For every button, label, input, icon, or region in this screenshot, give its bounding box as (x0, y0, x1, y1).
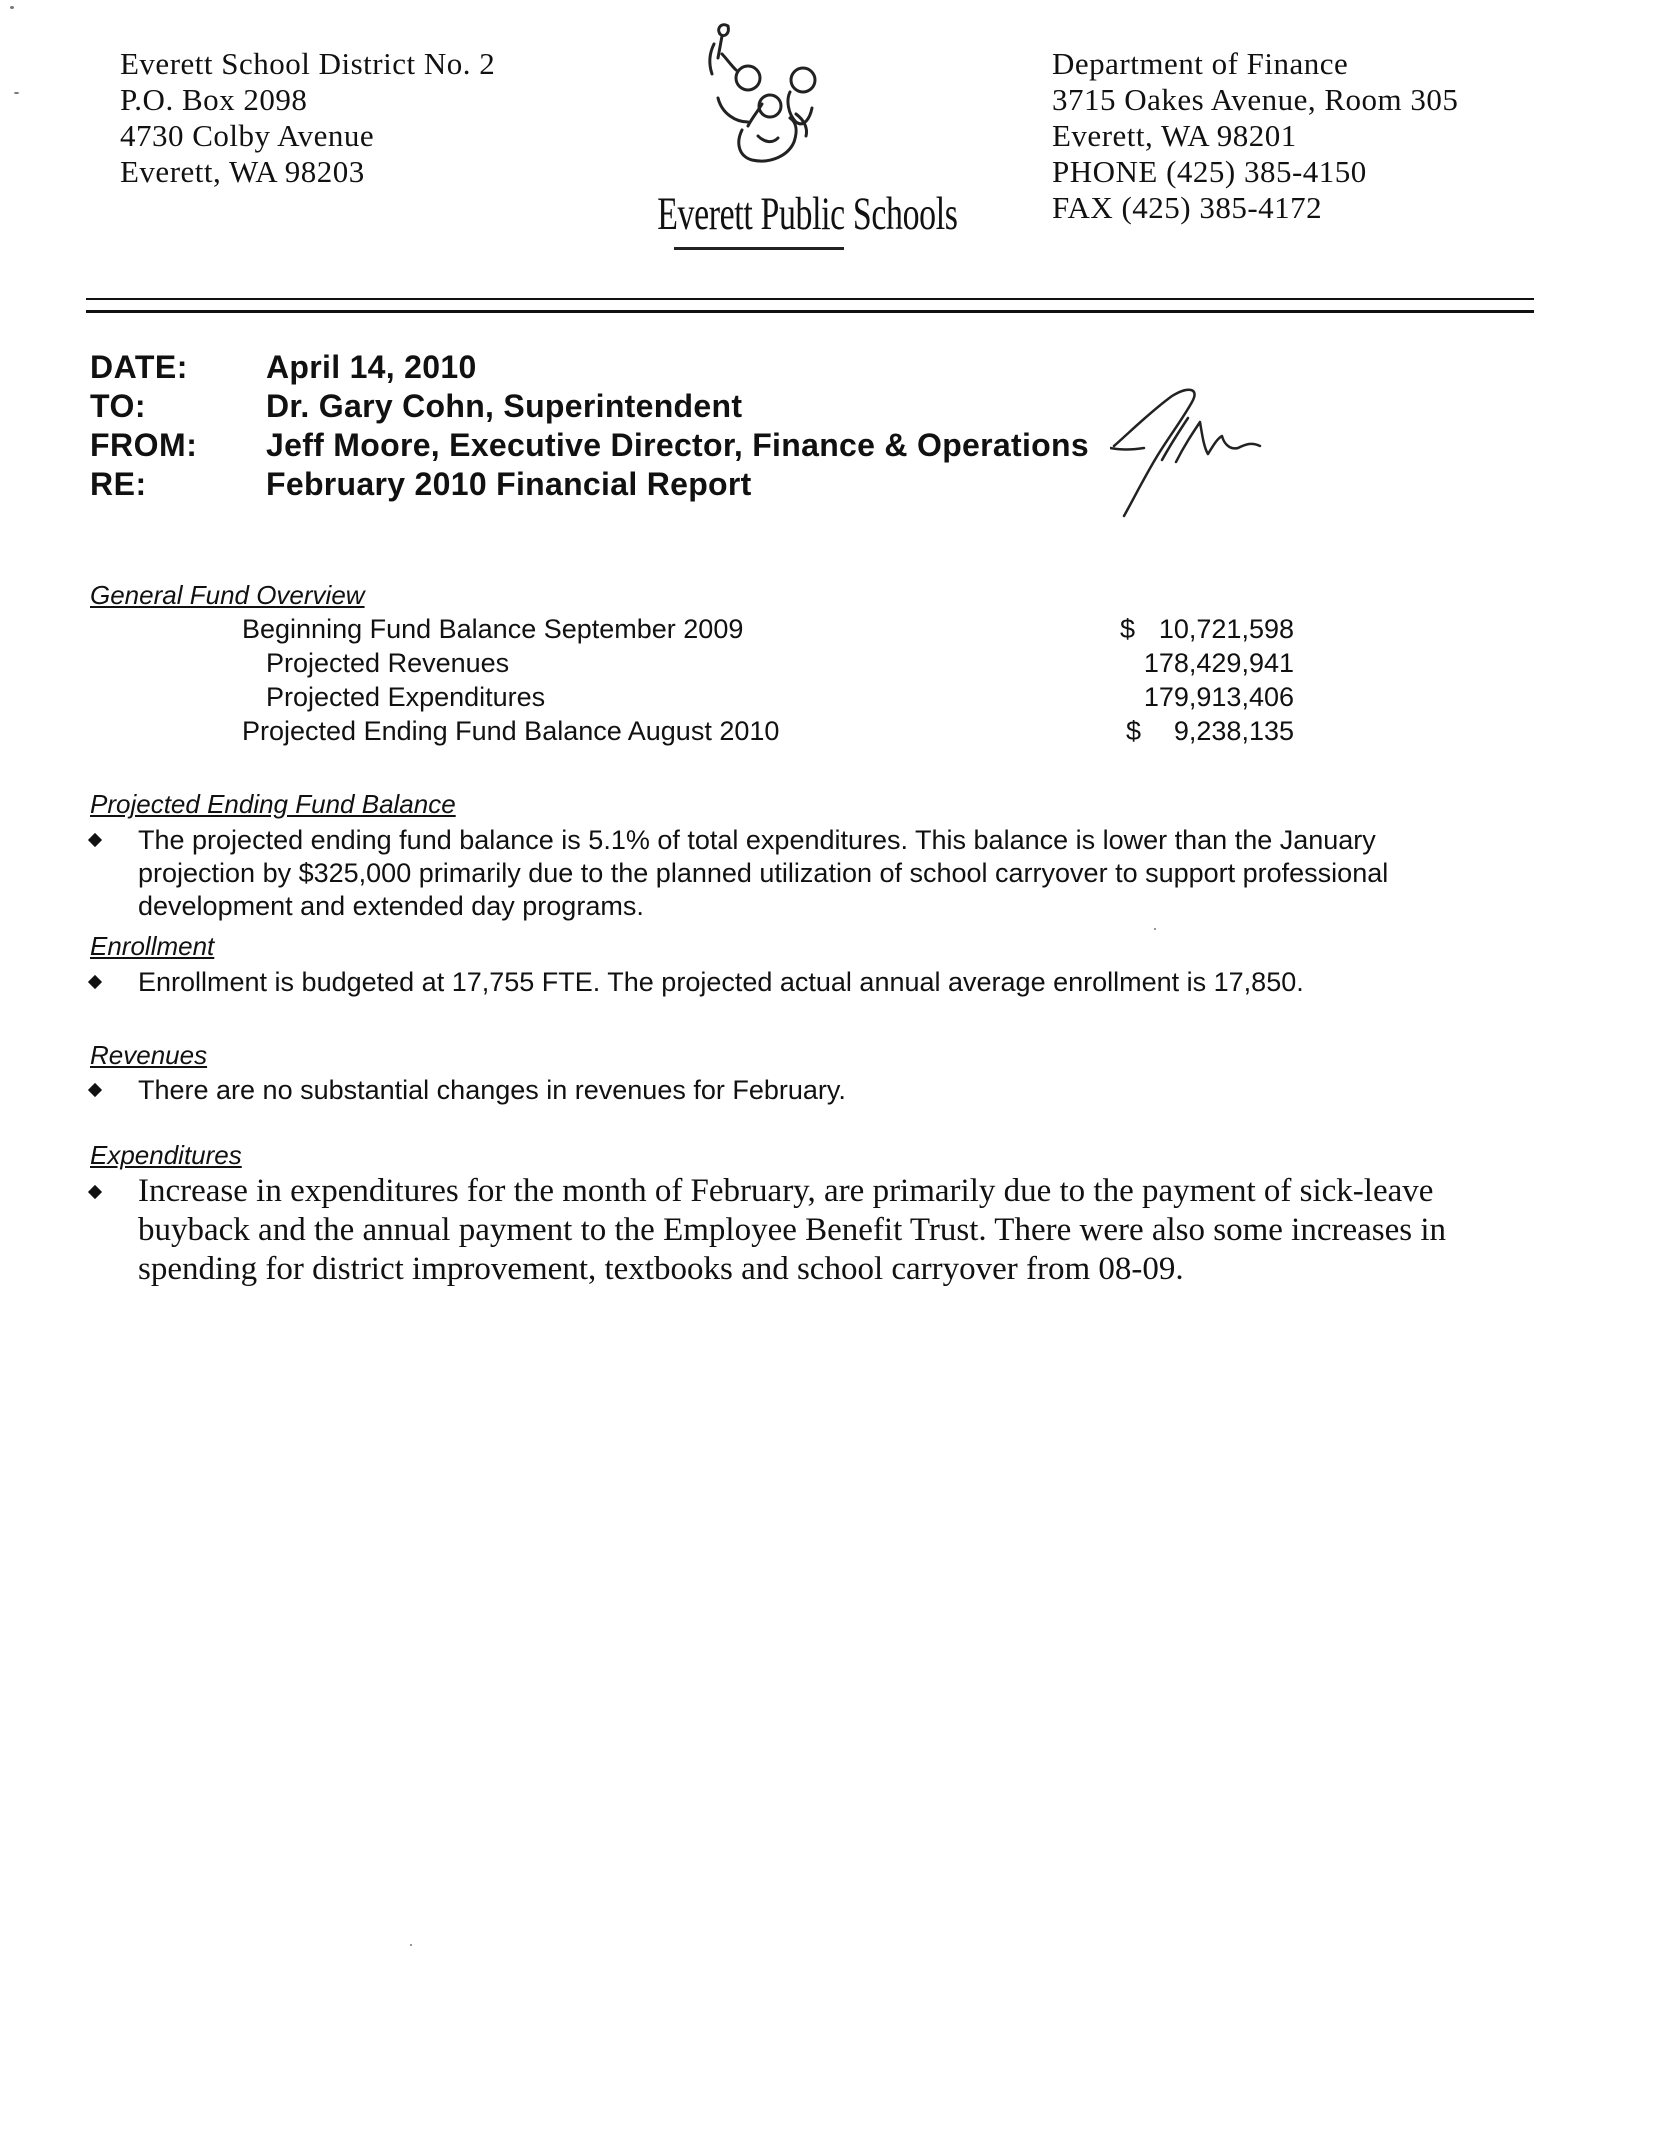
divider-rule (86, 298, 1534, 300)
fund-row-label: Beginning Fund Balance September 2009 (242, 614, 744, 644)
from-label: FROM: (90, 427, 198, 463)
from-value: Jeff Moore, Executive Director, Finance & Operations (266, 427, 1089, 463)
text-line: development and extended day programs. (138, 891, 644, 921)
divider-rule (86, 310, 1534, 313)
logo-wordmark: Everett Public Schools (657, 188, 958, 240)
scan-speck (1154, 928, 1156, 930)
address-line: P.O. Box 2098 (120, 82, 308, 117)
address-line: 4730 Colby Avenue (120, 118, 375, 153)
general-fund-heading: General Fund Overview (90, 580, 365, 610)
district-logo (618, 18, 958, 248)
fund-row-label: Projected Ending Fund Balance August 2010 (242, 716, 780, 746)
text-line: The projected ending fund balance is 5.1% of total expenditures. This balance is lower than the January (138, 825, 1376, 855)
fund-row-label: Projected Expenditures (266, 682, 546, 712)
diamond-bullet-icon (88, 1185, 102, 1199)
date-value: April 14, 2010 (266, 349, 477, 385)
text-line: Enrollment is budgeted at 17,755 FTE. The projected actual annual average enrollment is 17,850. (138, 967, 1304, 997)
logo-figures-icon (678, 18, 838, 178)
date-label: DATE: (90, 349, 188, 385)
phone-line: PHONE (425) 385-4150 (1052, 154, 1367, 189)
enrollment-bullet (90, 966, 1490, 1002)
fund-row-amount: 10,721,598 (1158, 614, 1294, 644)
to-label: TO: (90, 388, 147, 424)
logo-underline (674, 247, 844, 250)
fund-row-amount: 179,913,406 (1143, 682, 1294, 712)
scan-speck (10, 6, 14, 9)
diamond-bullet-icon (88, 833, 102, 847)
fund-row-label: Projected Revenues (266, 648, 510, 678)
revenues-heading: Revenues (90, 1040, 208, 1070)
text-line: projection by $325,000 primarily due to the planned utilization of school carryover to support professional (138, 858, 1389, 888)
diamond-bullet-icon (88, 1083, 102, 1097)
address-line: Everett, WA 98201 (1052, 118, 1297, 153)
scan-speck (14, 92, 19, 94)
address-line: Department of Finance (1052, 46, 1349, 81)
re-value: February 2010 Financial Report (266, 466, 752, 502)
expenditures-bullet (90, 1172, 1490, 1292)
projected-ending-heading: Projected Ending Fund Balance (90, 789, 456, 819)
text-line: spending for district improvement, textbooks and school carryover from 08-09. (138, 1251, 1184, 1287)
scan-speck (410, 1944, 412, 1946)
enrollment-heading: Enrollment (90, 931, 215, 961)
bullet-text (138, 1074, 1538, 1107)
bullet-text (138, 966, 1538, 999)
bullet-text (138, 1172, 1588, 1289)
text-line: Increase in expenditures for the month of February, are primarily due to the payment of sick-leave (138, 1173, 1434, 1209)
address-line: 3715 Oakes Avenue, Room 305 (1052, 82, 1459, 117)
address-line: Everett, WA 98203 (120, 154, 365, 189)
to-value: Dr. Gary Cohn, Superintendent (266, 388, 743, 424)
re-label: RE: (90, 466, 147, 502)
expenditures-heading: Expenditures (90, 1140, 242, 1170)
handwritten-initials (1110, 382, 1270, 522)
department-address (1052, 46, 1458, 226)
fax-line: FAX (425) 385-4172 (1052, 190, 1323, 225)
district-address (120, 46, 495, 190)
revenues-bullet (90, 1074, 1490, 1110)
fund-row-currency: $ (1120, 614, 1136, 644)
bullet-text (138, 824, 1538, 923)
projected-ending-bullet (90, 824, 1490, 924)
address-line: Everett School District No. 2 (120, 46, 496, 81)
fund-row-currency: $ (1126, 716, 1142, 746)
text-line: There are no substantial changes in revenues for February. (138, 1075, 846, 1105)
diamond-bullet-icon (88, 975, 102, 989)
text-line: buyback and the annual payment to the Employee Benefit Trust. There were also some increases in (138, 1212, 1447, 1248)
fund-row-amount: 9,238,135 (1173, 716, 1294, 746)
fund-row-amount: 178,429,941 (1143, 648, 1294, 678)
